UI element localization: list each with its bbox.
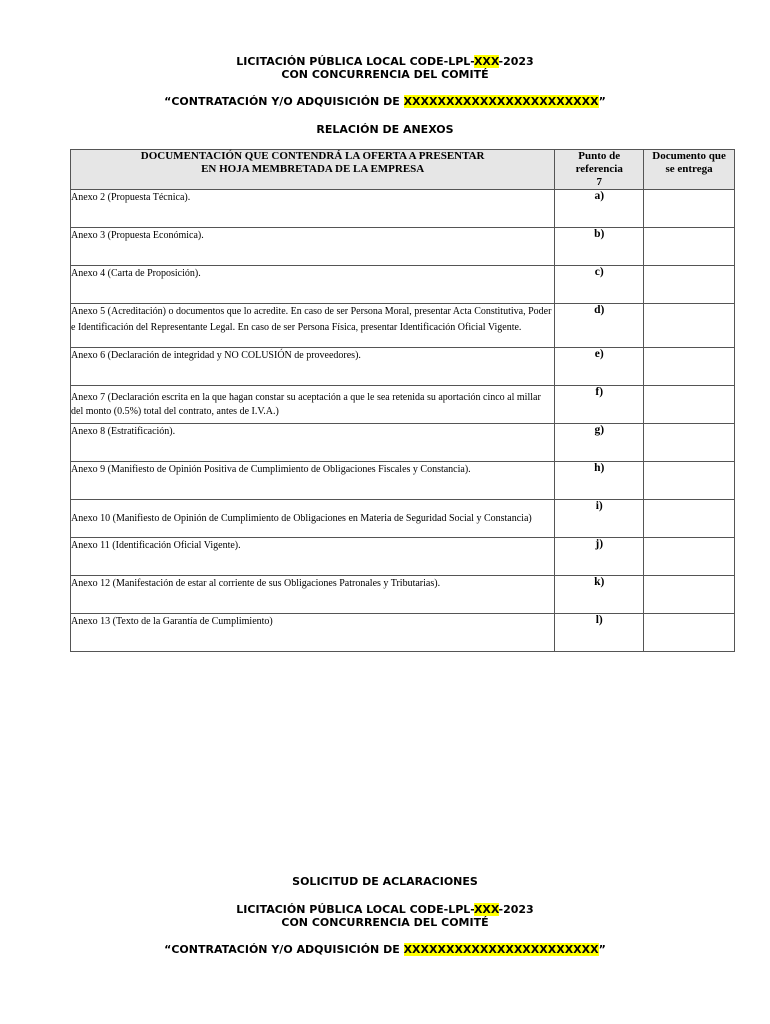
reference-point: k) [555, 576, 644, 614]
annex-description: Anexo 13 (Texto de la Garantía de Cumplimiento) [71, 614, 555, 652]
footer-contract-title [0, 943, 770, 956]
reference-point: b) [555, 228, 644, 266]
footer-contract-object-highlight: XXXXXXXXXXXXXXXXXXXXXXX [403, 943, 599, 956]
tender-title-suffix: -2023 [498, 55, 534, 68]
reference-point: c) [555, 266, 644, 304]
footer-tender-code-highlight: XXX [473, 903, 499, 916]
column-header-reference: Punto de referencia 7 [555, 150, 644, 190]
table-row [71, 424, 735, 462]
table-row [71, 500, 735, 538]
footer-tender-title-suffix: -2023 [498, 903, 534, 916]
table-row [71, 538, 735, 576]
footer-tender-title-prefix: LICITACIÓN PÚBLICA LOCAL CODE-LPL- [236, 903, 474, 916]
delivered-cell [644, 266, 735, 304]
delivered-cell [644, 190, 735, 228]
annex-description: Anexo 5 (Acreditación) o documentos que lo acredite. En caso de ser Persona Moral, presentar Acta Constitutiva, Poder e Identificación del Representante Legal. En caso de ser Persona Física, presentar Identificación Oficial Vigente. [71, 304, 555, 348]
contract-title [0, 95, 770, 108]
footer-committee-subtitle: CON CONCURRENCIA DEL COMITÉ [281, 916, 489, 929]
table-row [71, 190, 735, 228]
annex-description: Anexo 12 (Manifestación de estar al corriente de sus Obligaciones Patronales y Tributarias). [71, 576, 555, 614]
delivered-cell [644, 304, 735, 348]
reference-point: i) [555, 500, 644, 538]
table-row [71, 348, 735, 386]
footer-contract-prefix: “CONTRATACIÓN Y/O ADQUISICIÓN DE [164, 943, 404, 956]
table-row [71, 462, 735, 500]
section-title-clarifications: SOLICITUD DE ACLARACIONES [292, 875, 478, 888]
annex-description: Anexo 7 (Declaración escrita en la que hagan constar su aceptación a que le sea retenida su aportación cinco al millar del monto (0.5%) total del contrato, antes de I.V.A.) [71, 386, 555, 424]
column-header-delivered: Documento que se entrega [644, 150, 735, 190]
contract-suffix: ” [598, 95, 606, 108]
footer-contract-suffix: ” [598, 943, 606, 956]
reference-point: e) [555, 348, 644, 386]
annex-table [70, 149, 735, 652]
delivered-cell [644, 228, 735, 266]
contract-prefix: “CONTRATACIÓN Y/O ADQUISICIÓN DE [164, 95, 404, 108]
reference-point: l) [555, 614, 644, 652]
tender-title-prefix: LICITACIÓN PÚBLICA LOCAL CODE-LPL- [236, 55, 474, 68]
table-row [71, 228, 735, 266]
tender-title [0, 55, 770, 68]
footer-tender-title [0, 903, 770, 916]
delivered-cell [644, 538, 735, 576]
tender-code-highlight: XXX [473, 55, 499, 68]
annex-description: Anexo 9 (Manifiesto de Opinión Positiva de Cumplimiento de Obligaciones Fiscales y Constancia). [71, 462, 555, 500]
committee-subtitle: CON CONCURRENCIA DEL COMITÉ [281, 68, 489, 81]
contract-object-highlight: XXXXXXXXXXXXXXXXXXXXXXX [403, 95, 599, 108]
reference-point: d) [555, 304, 644, 348]
delivered-cell [644, 424, 735, 462]
table-row [71, 266, 735, 304]
annex-description: Anexo 8 (Estratificación). [71, 424, 555, 462]
table-header-row [71, 150, 735, 190]
column-header-documentation: DOCUMENTACIÓN QUE CONTENDRÁ LA OFERTA A PRESENTAR EN HOJA MEMBRETADA DE LA EMPRESA [71, 150, 555, 190]
reference-point: g) [555, 424, 644, 462]
section-title-annexes: RELACIÓN DE ANEXOS [316, 123, 454, 136]
delivered-cell [644, 348, 735, 386]
table-row [71, 576, 735, 614]
delivered-cell [644, 462, 735, 500]
table-row [71, 614, 735, 652]
annex-description: Anexo 11 (Identificación Oficial Vigente). [71, 538, 555, 576]
annex-description: Anexo 6 (Declaración de integridad y NO COLUSIÓN de proveedores). [71, 348, 555, 386]
annex-description: Anexo 10 (Manifiesto de Opinión de Cumplimiento de Obligaciones en Materia de Seguridad Social y Constancia) [71, 500, 555, 538]
delivered-cell [644, 576, 735, 614]
annex-description: Anexo 2 (Propuesta Técnica). [71, 190, 555, 228]
delivered-cell [644, 386, 735, 424]
annex-description: Anexo 3 (Propuesta Económica). [71, 228, 555, 266]
table-row [71, 304, 735, 348]
reference-point: h) [555, 462, 644, 500]
reference-point: f) [555, 386, 644, 424]
annex-description: Anexo 4 (Carta de Proposición). [71, 266, 555, 304]
reference-point: j) [555, 538, 644, 576]
delivered-cell [644, 614, 735, 652]
table-row [71, 386, 735, 424]
reference-point: a) [555, 190, 644, 228]
delivered-cell [644, 500, 735, 538]
